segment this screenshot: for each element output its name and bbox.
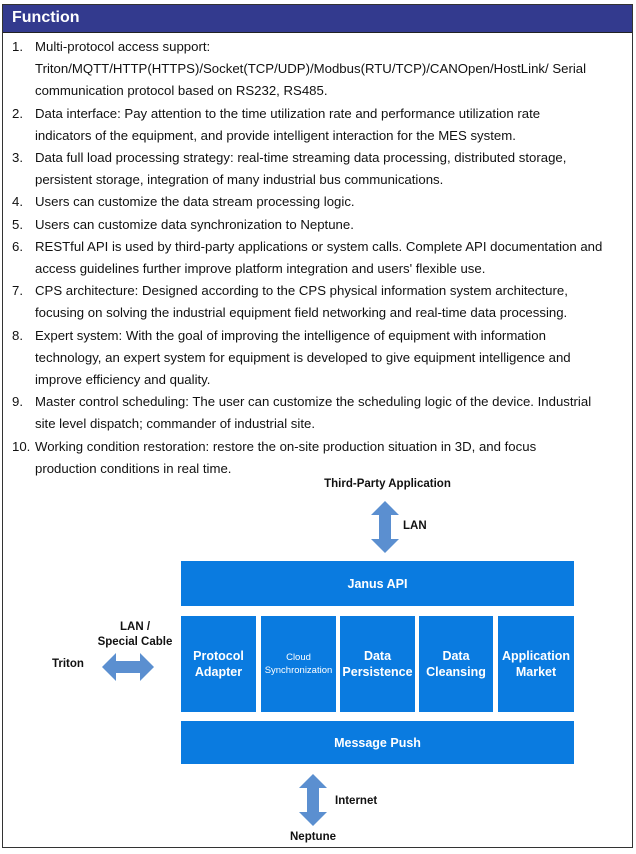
item-text-line: production conditions in real time. (35, 460, 232, 476)
triton-label: Triton (52, 658, 84, 670)
vertical-double-arrow-icon (369, 501, 401, 553)
module-label-line2: Persistence (342, 665, 413, 679)
item-text-line: Working condition restoration: restore the on-site production situation in 3D, and focus (35, 438, 537, 454)
horizontal-double-arrow-icon (102, 652, 154, 682)
message-push-label: Message Push (334, 735, 421, 750)
function-item (12, 214, 627, 236)
link-label-line2: Special Cable (97, 636, 173, 648)
function-item (12, 280, 627, 324)
item-text-line: Users can customize the data stream processing logic. (35, 194, 355, 210)
item-number: 9. (12, 394, 23, 410)
module-cloud-synchronization (261, 616, 336, 712)
item-text-line: RESTful API is used by third-party applications or system calls. Complete API documentation and (35, 238, 603, 254)
function-item (12, 436, 627, 480)
function-item (12, 191, 627, 213)
function-item (12, 36, 627, 103)
function-item (12, 236, 627, 280)
module-label-line1: Application (501, 649, 571, 663)
module-label-line1: Data (363, 649, 392, 663)
item-text-line: Triton/MQTT/HTTP(HTTPS)/Socket(TCP/UDP)/Modbus(RTU/TCP)/CANOpen/HostLink/ Serial (35, 61, 587, 77)
item-text-line: Multi-protocol access support: (35, 39, 211, 54)
item-number: 1. (12, 39, 23, 54)
item-text-line: site level dispatch; commander of industrial site. (35, 416, 315, 432)
function-item (12, 103, 627, 147)
item-text-line: improve efficiency and quality. (35, 372, 211, 388)
item-number: 3. (12, 150, 23, 166)
item-text-line: CPS architecture: Designed according to the CPS physical information system architecture, (35, 283, 568, 299)
item-text-line: access guidelines further improve platform integration and users' flexible use. (35, 261, 486, 277)
module-label-line2: Synchronization (264, 665, 333, 676)
module-application-market (498, 616, 574, 712)
lan-link-label: LAN (403, 520, 427, 532)
function-item (12, 391, 627, 435)
item-number: 10. (12, 438, 31, 454)
module-label-line1: Data (442, 649, 470, 663)
item-text-line: communication protocol based on RS232, RS485. (35, 83, 328, 99)
message-push-layer (181, 721, 574, 764)
item-text-line: technology, an expert system for equipment is developed to give equipment intelligence and (35, 349, 571, 365)
item-text-line: Master control scheduling: The user can customize the scheduling logic of the device. Industrial (35, 394, 592, 410)
function-item (12, 325, 627, 392)
module-data-persistence (340, 616, 415, 712)
janus-api-layer (181, 561, 574, 606)
module-data-cleansing (419, 616, 493, 712)
janus-api-label: Janus API (347, 576, 408, 591)
item-text-line: Expert system: With the goal of improving the intelligence of equipment with information (35, 327, 546, 343)
module-label-line1: Cloud (286, 652, 311, 663)
item-number: 7. (12, 283, 23, 299)
module-protocol-adapter (181, 616, 256, 712)
module-label-line2: Market (515, 665, 557, 679)
module-label-line2: Cleansing (426, 665, 486, 679)
item-number: 5. (12, 216, 23, 232)
internet-link-label: Internet (335, 795, 378, 807)
item-number: 4. (12, 194, 23, 210)
module-label-line2: Adapter (194, 665, 243, 679)
item-text-line: indicators of the equipment, and provide intelligent interaction for the MES system. (35, 127, 516, 143)
neptune-label: Neptune (290, 831, 336, 843)
third-party-application-label: Third-Party Application (324, 478, 451, 490)
function-item (12, 147, 627, 191)
item-text-line: Users can customize data synchronization to Neptune. (35, 216, 354, 232)
item-number: 2. (12, 105, 23, 121)
item-number: 6. (12, 238, 23, 254)
module-label-line1: Protocol (193, 649, 244, 663)
link-label-line1: LAN / (119, 621, 151, 633)
item-text-line: Data interface: Pay attention to the time utilization rate and performance utilization rate (35, 105, 541, 121)
section-header (3, 5, 632, 33)
lan-special-cable-label (90, 620, 180, 650)
section-title: Function (12, 9, 80, 26)
item-text-line: focusing on solving the industrial equipment field networking and real-time data processing. (35, 305, 568, 321)
function-list (12, 36, 627, 480)
item-text-line: persistent storage, integration of many industrial bus communications. (35, 172, 444, 188)
item-number: 8. (12, 327, 23, 343)
item-text-line: Data full load processing strategy: real-time streaming data processing, distributed storage, (35, 150, 567, 166)
vertical-double-arrow-icon (298, 774, 328, 826)
